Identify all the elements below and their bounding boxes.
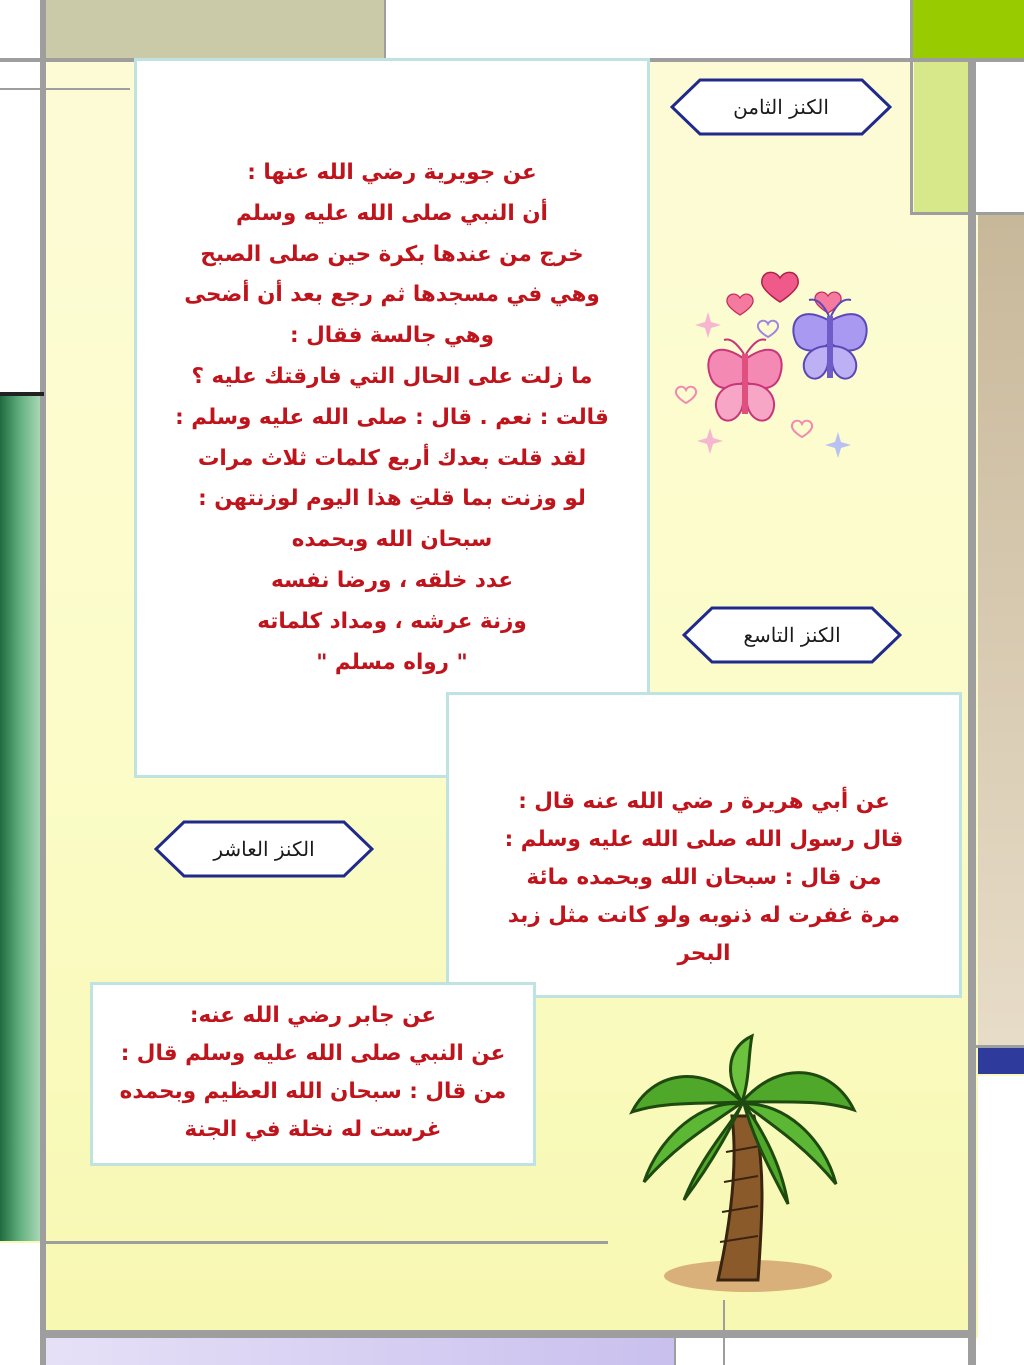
- frame-line: [910, 0, 913, 215]
- hadith-line: وهي جالسة فقال :: [290, 323, 494, 349]
- hadith-line: لو وزنت بما قلتِ هذا اليوم لوزنتهن :: [198, 486, 586, 512]
- frame-line: [723, 1300, 725, 1365]
- right-lime-panel: [914, 62, 968, 212]
- hadith-line: أن النبي صلى الله عليه وسلم: [236, 200, 548, 226]
- hadith-jabir-box: [90, 982, 536, 1166]
- hadith-line: من قال : سبحان الله العظيم وبحمده: [119, 1079, 507, 1104]
- hadith-line: عن أبي هريرة ر ضي الله عنه قال :: [518, 789, 890, 814]
- hadith-juwayriya-box: [134, 58, 650, 778]
- hadith-line: عدد خلقه ، ورضا نفسه: [270, 567, 514, 593]
- frame-line: [976, 1045, 1024, 1048]
- frame-line: [976, 212, 1024, 215]
- label-text: الكنز الثامن: [733, 95, 829, 119]
- frame-line: [384, 0, 386, 58]
- hadith-line: عن جابر رضي الله عنه:: [189, 1003, 437, 1028]
- palm-tree-icon: [616, 1032, 868, 1296]
- hadith-line: وهي في مسجدها ثم رجع بعد أن أضحى: [184, 282, 600, 308]
- hadith-line: وزنة عرشه ، ومداد كلماته: [257, 608, 527, 634]
- top-right-lime-block: [912, 0, 1024, 58]
- right-blue-strip: [978, 1048, 1024, 1074]
- left-white-column: [0, 60, 40, 394]
- hadith-line: البحر: [677, 941, 731, 966]
- right-tan-strip: [978, 215, 1024, 1045]
- right-bottom-white: [978, 1076, 1024, 1365]
- label-eighth-treasure: [670, 78, 892, 136]
- frame-line: [46, 1241, 608, 1244]
- frame-line: [0, 88, 130, 90]
- hadith-line: مرة غفرت له ذنوبه ولو كانت مثل زبد: [507, 903, 901, 928]
- bottom-lavender-strip: [46, 1338, 674, 1365]
- right-white-strip: [976, 62, 1024, 212]
- butterflies-hearts-icon: [668, 258, 878, 468]
- hadith-line: عن جويرية رضي الله عنها :: [247, 160, 537, 185]
- hadith-abu-hurayra-box: [446, 692, 962, 998]
- hadith-line: قالت : نعم . قال : صلى الله عليه وسلم :: [175, 404, 609, 430]
- left-green-bar: [0, 396, 40, 1241]
- label-text: الكنز التاسع: [743, 623, 841, 647]
- top-left-white-block: [0, 0, 40, 58]
- label-text: الكنز العاشر: [213, 837, 315, 861]
- frame-line: [0, 392, 44, 396]
- frame-line: [40, 0, 46, 1365]
- hadith-line: من قال : سبحان الله وبحمده مائة: [526, 865, 882, 890]
- hadith-line: قال رسول الله صلى الله عليه وسلم :: [504, 827, 904, 852]
- frame-line: [46, 1330, 968, 1338]
- frame-line: [674, 1338, 676, 1365]
- hadith-line: غرست له نخلة في الجنة: [184, 1117, 442, 1142]
- hadith-line: ما زلت على الحال التي فارقتك عليه ؟: [191, 363, 593, 389]
- top-white-block: [386, 0, 910, 58]
- frame-line: [913, 212, 968, 215]
- hadith-line: سبحان الله وبحمده: [291, 527, 493, 553]
- label-tenth-treasure: [154, 820, 374, 878]
- left-bottom-white: [0, 1243, 40, 1365]
- top-olive-block: [46, 0, 384, 58]
- hadith-line: عن النبي صلى الله عليه وسلم قال :: [120, 1041, 506, 1066]
- hadith-line: " رواه مسلم ": [316, 649, 468, 675]
- hadith-line: خرج من عندها بكرة حين صلى الصبح: [200, 241, 584, 267]
- label-ninth-treasure: [682, 606, 902, 664]
- hadith-line: لقد قلت بعدك أربع كلمات ثلاث مرات: [197, 445, 587, 471]
- frame-line: [968, 62, 976, 1365]
